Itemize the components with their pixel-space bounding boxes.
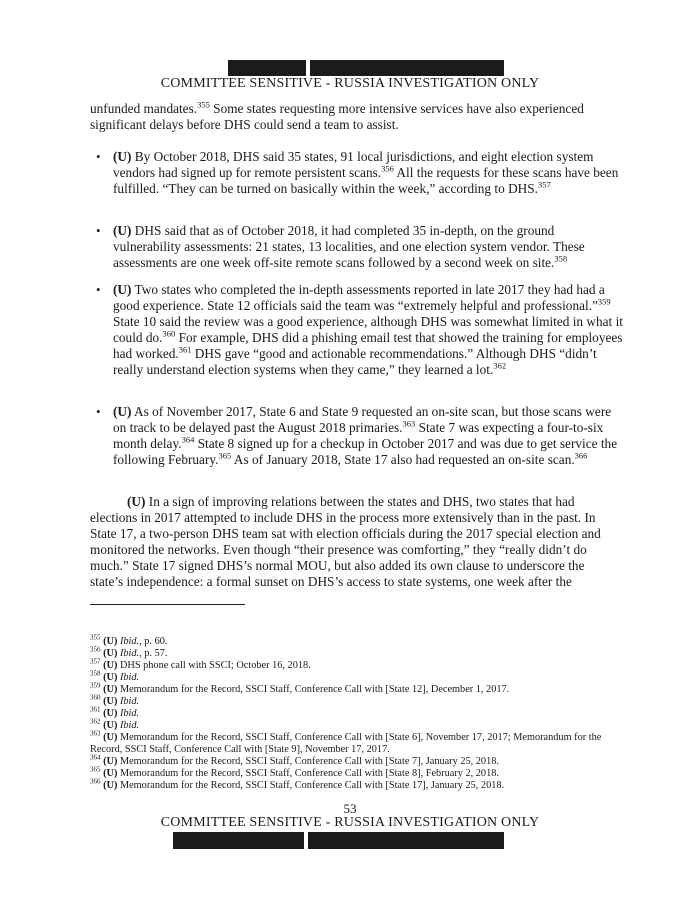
page-number: 53 — [343, 801, 357, 816]
redaction-bar-bottom-right — [308, 832, 504, 849]
footnote-item: $^{357}$ (U) DHS phone call with SSCI; October 16, 2018. — [90, 657, 311, 671]
footnote-item: $^{356}$ (U) Ibid., p. 57. — [90, 645, 168, 659]
footnote-item: $^{361}$ (U) Ibid. — [90, 705, 140, 719]
bullet-icon: • — [96, 223, 101, 238]
footnote-item: $^{362}$ (U) Ibid. — [90, 717, 140, 731]
redaction-bar-bottom-left — [173, 832, 304, 849]
bullet-icon: • — [96, 149, 101, 164]
footnote-item: $^{355}$ (U) Ibid., p. 60. — [90, 633, 168, 647]
bullet-item: • (U) DHS said that as of October 2018, it had completed 35 in-depth, on the ground vulnerability assessments: 21 states, 13 localities, and one election system vendor. These assessments are one week off-site remote scans followed by a second week on site.$^{358}$ — [96, 223, 585, 270]
header-classification: COMMITTEE SENSITIVE - RUSSIA INVESTIGATION ONLY — [160, 76, 540, 91]
footnote-item: $^{360}$ (U) Ibid. — [90, 693, 140, 707]
footnote-item: $^{358}$ (U) Ibid. — [90, 669, 140, 683]
bullet-item: • (U) As of November 2017, State 6 and State 9 requested an on-site scan, but those scans were on track to be delayed past the August 2018 primaries.$^{363}$ State 7 was expecting a four-to-six month delay.$^{364}$ State 8 signed up for a checkup in October 2017 and was due to get service the following February.$^{365}$ As of January 2018, State 17 also had requested an on-site scan.$^{366}$ — [96, 404, 618, 467]
redaction-bar-top-right — [310, 60, 504, 76]
bullet-item: • (U) Two states who completed the in-depth assessments reported in late 2017 they had had a good experience. State 12 officials said the team was “extremely helpful and professional.”$^{359}$ State 10 said the review was a good experience, although DHS was somewhat limited in what it could do.$^{360}$ For example, DHS did a phishing email test that showed the training for employees had worked.$^{361}$ DHS gave “good and actionable recommendations.” Although DHS “didn’t really understand election systems when they came,” they learned a lot.$^{362}$ — [96, 282, 623, 377]
footnote-item: $^{359}$ (U) Memorandum for the Record, SSCI Staff, Conference Call with [State 12], December 1, 2017. — [90, 681, 510, 695]
bullet-icon: • — [96, 404, 101, 419]
footnote-item: $^{365}$ (U) Memorandum for the Record, SSCI Staff, Conference Call with [State 8], February 2, 2018. — [90, 765, 499, 779]
footer-classification: COMMITTEE SENSITIVE - RUSSIA INVESTIGATION ONLY — [160, 815, 540, 830]
footnote-divider — [90, 604, 245, 605]
footnote-item: $^{363}$ (U) Memorandum for the Record, SSCI Staff, Conference Call with [State 6], November 17, 2017; Memorandum for the Record, SSCI Staff, Conference Call with [State 9], November 17, 2017. — [90, 729, 602, 755]
footnote-item: $^{366}$ (U) Memorandum for the Record, SSCI Staff, Conference Call with [State 17], January 25, 2018. — [90, 777, 505, 791]
footnote-item: $^{364}$ (U) Memorandum for the Record, SSCI Staff, Conference Call with [State 7], January 25, 2018. — [90, 753, 499, 767]
bullet-item: • (U) By October 2018, DHS said 35 states, 91 local jurisdictions, and eight election system vendors had signed up for remote persistent scans.$^{356}$ All the requests for these scans have been fulfilled. “They can be turned on basically within the week,” according to DHS.$^{357}$ — [96, 149, 619, 196]
redaction-bar-top-left — [228, 60, 306, 76]
bullet-icon: • — [96, 282, 101, 297]
intro-paragraph: unfunded mandates.$^{355}$ Some states requesting more intensive services have also experienced significant delays before DHS could send a team to assist. — [90, 99, 584, 132]
body-paragraph: (U) In a sign of improving relations between the states and DHS, two states that had elections in 2017 attempted to include DHS in the process more extensively than in the past. In State 17, a two-person DHS team sat with election officials during the 2017 special election and monitored the networks. Even though “their presence was comforting,” they “really didn’t do much.” State 17 signed DHS’s normal MOU, but also added its own clause to underscore the state’s independence: a formal sunset on DHS’s access to state systems, one week after the — [90, 494, 601, 589]
